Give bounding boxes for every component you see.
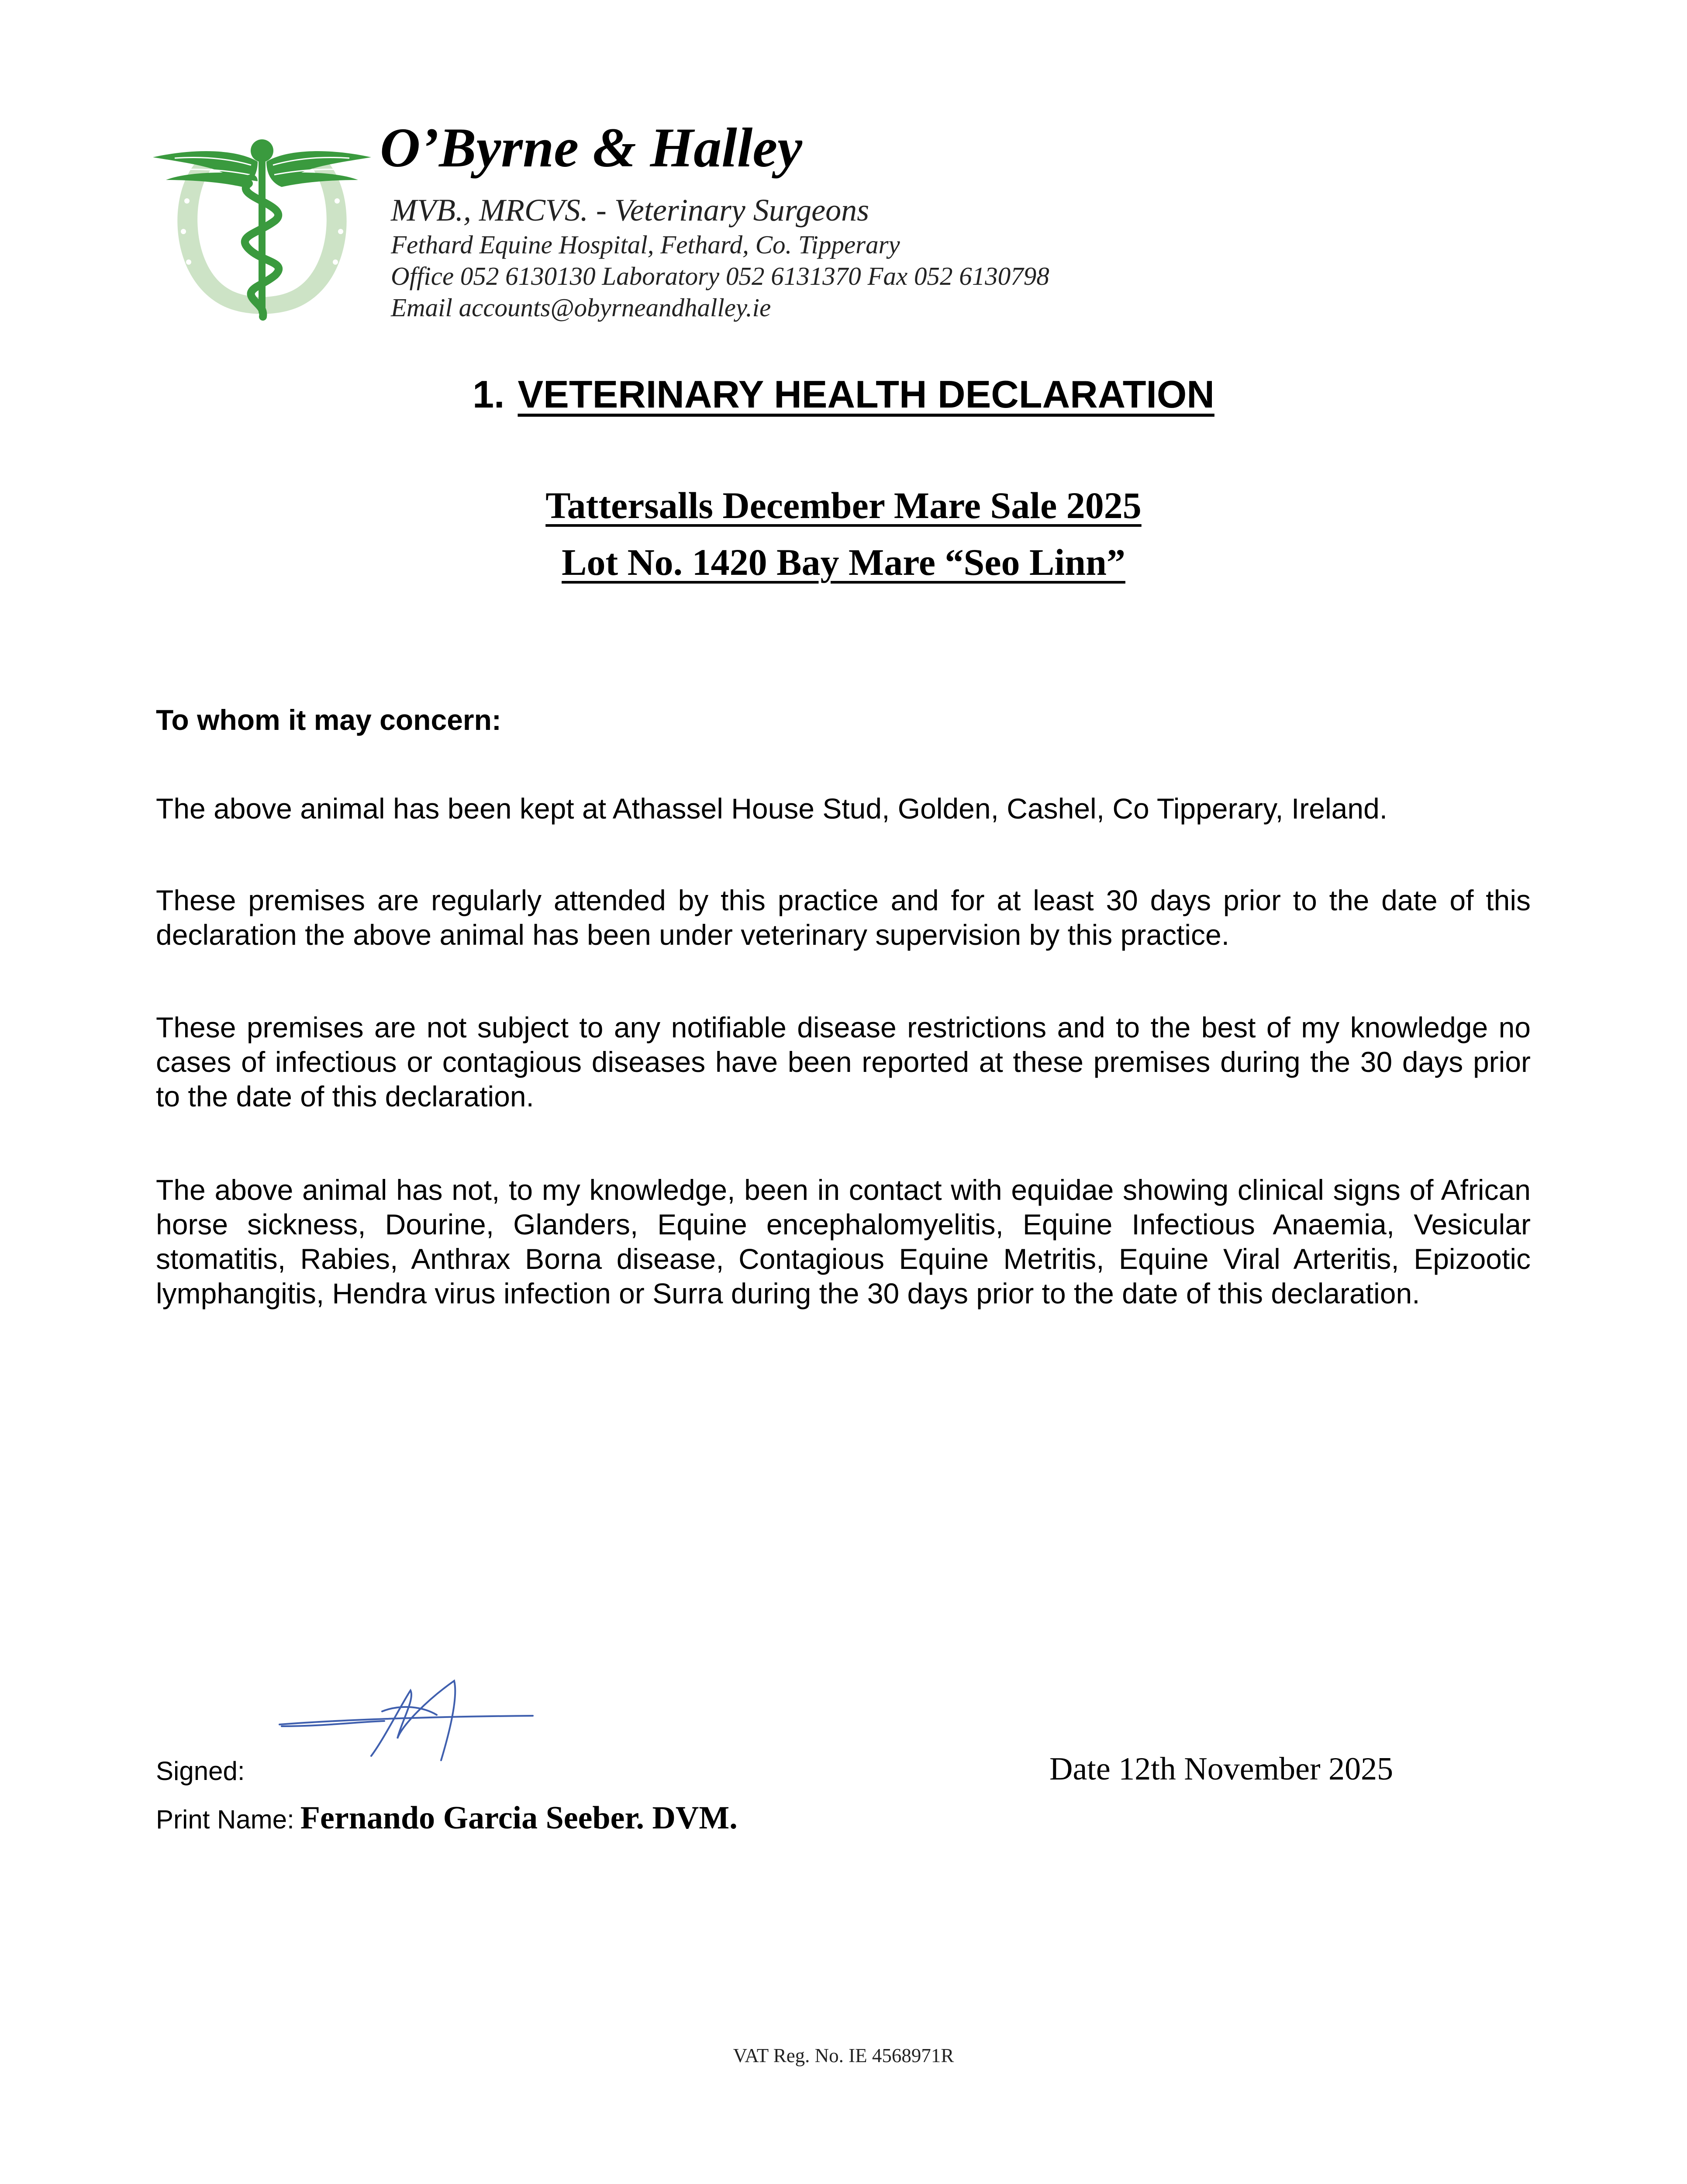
signed-label: Signed: <box>156 1756 245 1786</box>
print-name-label: Print Name: <box>156 1805 294 1834</box>
greeting: To whom it may concern: <box>156 704 501 736</box>
caduceus-horseshoe-logo-icon <box>148 131 376 332</box>
lot-line <box>0 542 1687 583</box>
sale-name <box>0 485 1687 526</box>
paragraph-restrictions: These premises are not subject to any notifiable disease restrictions and to the best of my knowledge no cases of infectious or contagious diseases have been reported at these premises during the 30 days prior to the date of this declaration. <box>156 1011 1531 1113</box>
declaration-number: 1. <box>473 373 505 416</box>
vat-registration: VAT Reg. No. IE 4568971R <box>733 2045 954 2067</box>
paragraph-contact: The above animal has not, to my knowledge, been in contact with equidae showing clinical signs of African horse sickness, Dourine, Glanders, Equine encephalomyelitis, Equine Infectious Anaemia, Vesicular stomatitis, Rabies, Anthrax Borna disease, Contagious Equine Metritis, Equine Viral Arteritis, Epizootic lymphangitis, Hendra virus infection or Surra during the 30 days prior to the date of this declaration. <box>156 1174 1531 1310</box>
firm-email: Email accounts@obyrneandhalley.ie <box>391 293 771 322</box>
sale-name-text: Tattersalls December Mare Sale 2025 <box>545 484 1142 526</box>
firm-phones: Office 052 6130130 Laboratory 052 6131370 Fax 052 6130798 <box>391 262 1049 290</box>
declaration-date: Date 12th November 2025 <box>1049 1751 1394 1787</box>
print-name-row <box>156 1800 738 1837</box>
declaration-title-text: VETERINARY HEALTH DECLARATION <box>517 373 1214 416</box>
print-name-value: Fernando Garcia Seeber. DVM. <box>300 1800 738 1836</box>
declaration-title <box>0 373 1687 416</box>
firm-name: O’Byrne & Halley <box>380 117 802 179</box>
paragraph-supervision: These premises are regularly attended by this practice and for at least 30 days prior to the date of this declaration the above animal has been under veterinary supervision by this practice. <box>156 884 1531 951</box>
firm-qualifications: MVB., MRCVS. - Veterinary Surgeons <box>391 193 869 228</box>
paragraph-premises: The above animal has been kept at Athassel House Stud, Golden, Cashel, Co Tipperary, Ireland. <box>156 792 1388 825</box>
handwritten-signature <box>271 1673 542 1778</box>
firm-address: Fethard Equine Hospital, Fethard, Co. Tipperary <box>391 230 900 259</box>
lot-line-text: Lot No. 1420 Bay Mare “Seo Linn” <box>562 541 1125 583</box>
